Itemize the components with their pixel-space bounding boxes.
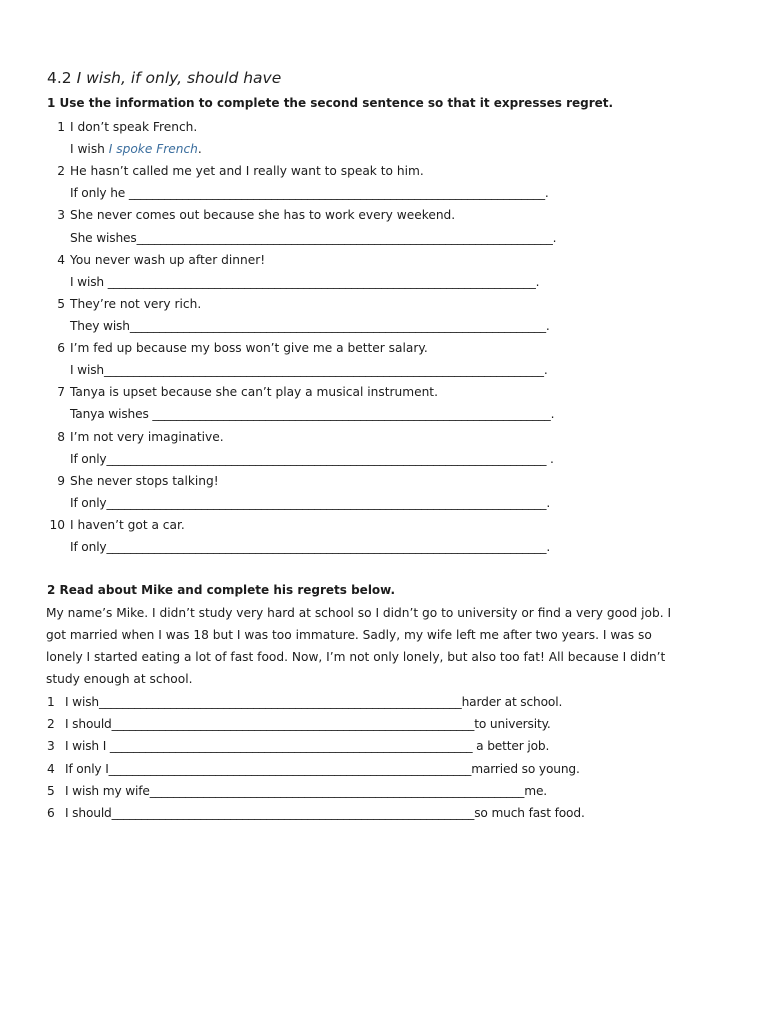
example-answer: I spoke French <box>108 142 198 156</box>
item-number: 5 <box>57 297 65 311</box>
item-prompt: They’re not very rich. <box>70 297 202 311</box>
item-number: 4 <box>57 253 65 267</box>
answer-blank[interactable]: If only__________________________________________________________________________ . <box>70 452 554 466</box>
title-text: I wish, if only, should have <box>76 69 282 87</box>
item-number: 9 <box>57 474 65 488</box>
answer-blank[interactable]: If only he ______________________________________________________________________. <box>70 186 549 200</box>
item-number: 2 <box>47 717 55 731</box>
answer-blank[interactable]: I should_____________________________________________________________so much fast food. <box>65 806 585 820</box>
answer-blank[interactable]: I wish_____________________________________________________________harder at school. <box>65 695 563 709</box>
item-prompt: She never comes out because she has to work every weekend. <box>70 208 456 222</box>
item-number: 1 <box>57 120 65 134</box>
item-number: 8 <box>57 430 65 444</box>
paragraph-line: lonely I started eating a lot of fast food. Now, I’m not only lonely, but also too fat! All because I didn’t <box>46 650 666 664</box>
paragraph-line: My name’s Mike. I didn’t study very hard at school so I didn’t go to university or find a very good job. I <box>46 606 672 620</box>
answer-blank[interactable]: If only I_____________________________________________________________married so young. <box>65 762 580 776</box>
item-number: 4 <box>47 762 55 776</box>
item-prompt: I’m not very imaginative. <box>70 430 224 444</box>
answer-start: I wish <box>70 142 109 156</box>
item-number: 7 <box>57 385 65 399</box>
answer-blank[interactable]: If only__________________________________________________________________________. <box>70 540 551 554</box>
item-number: 5 <box>47 784 55 798</box>
item-number: 3 <box>57 208 65 222</box>
item-number: 10 <box>49 518 65 532</box>
item-prompt: Tanya is upset because she can’t play a musical instrument. <box>70 385 438 399</box>
paragraph-line: got married when I was 18 but I was too immature. Sadly, my wife left me after two years. I was so <box>46 628 652 642</box>
item-prompt: I haven’t got a car. <box>70 518 185 532</box>
item-number: 2 <box>57 164 65 178</box>
answer-blank[interactable]: I wish__________________________________________________________________________. <box>70 363 548 377</box>
title-number: 4.2 <box>47 69 72 87</box>
mike-paragraph <box>46 602 722 690</box>
item-answer-line <box>70 141 202 157</box>
answer-blank[interactable]: Tanya wishes ___________________________________________________________________. <box>70 407 555 421</box>
item-number: 3 <box>47 739 55 753</box>
item-number: 1 <box>47 695 55 709</box>
item-prompt: He hasn’t called me yet and I really want to speak to him. <box>70 164 424 178</box>
exercise2-heading: 2 Read about Mike and complete his regrets below. <box>47 583 396 597</box>
exercise1-heading: 1 Use the information to complete the second sentence so that it expresses regret. <box>47 96 614 110</box>
answer-blank[interactable]: I should_____________________________________________________________to university. <box>65 717 551 731</box>
item-prompt: She never stops talking! <box>70 474 219 488</box>
item-prompt: You never wash up after dinner! <box>70 253 266 267</box>
item-prompt: I’m fed up because my boss won’t give me a better salary. <box>70 341 428 355</box>
item-prompt: I don’t speak French. <box>70 120 198 134</box>
answer-blank[interactable]: I wish I _____________________________________________________________ a better job. <box>65 739 550 753</box>
answer-blank[interactable]: I wish ________________________________________________________________________. <box>70 275 540 289</box>
answer-blank[interactable]: They wish______________________________________________________________________. <box>70 319 550 333</box>
answer-blank[interactable]: I wish my wife_______________________________________________________________me. <box>65 784 548 798</box>
page-title <box>47 69 281 87</box>
paragraph-line: study enough at school. <box>46 672 193 686</box>
answer-end: . <box>197 142 202 156</box>
answer-blank[interactable]: If only__________________________________________________________________________. <box>70 496 551 510</box>
item-number: 6 <box>47 806 55 820</box>
item-number: 6 <box>57 341 65 355</box>
answer-blank[interactable]: She wishes______________________________________________________________________. <box>70 231 557 245</box>
